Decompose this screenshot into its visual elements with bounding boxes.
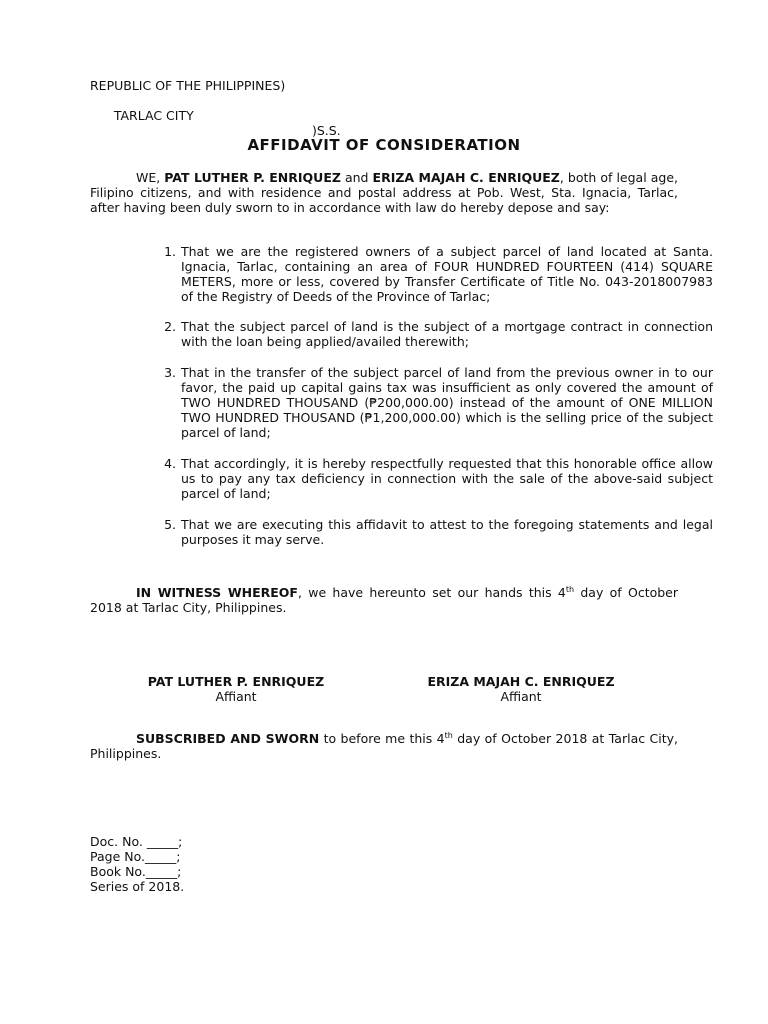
statement-list [145,244,713,547]
venue-republic: REPUBLIC OF THE PHILIPPINES) [90,78,286,93]
witness-text-end: day of October 2018 at Tarlac City, Philippines. [90,585,679,615]
intro-and: and [340,170,373,185]
statement-item: 1. That we are the registered owners of a subject parcel of land located at Santa. Ignacia, Tarlac, containing an area of FOUR HUNDRED FOURTEEN (414) SQUARE METERS, more or less, covered by Transfer Certificate of Title No. 043-2018007983 of the Registry of Deeds of the Province of Tarlac; [180,244,713,304]
jurat-lead: SUBSCRIBED AND SWORN [136,731,320,746]
series-year: Series of 2018. [90,879,185,894]
affiant-name-2: ERIZA MAJAH C. ENRIQUEZ [372,170,560,185]
signatory-name: PAT LUTHER P. ENRIQUEZ [147,674,325,689]
witness-paragraph [90,585,678,615]
jurat-text-end: day of October 2018 at Tarlac City, Philippines. [90,731,678,761]
jurat-ordinal: th [444,730,453,740]
venue-header [90,78,341,138]
document-title: AFFIDAVIT OF CONSIDERATION [247,136,521,154]
venue-city-line [90,93,341,138]
intro-paragraph [90,170,678,215]
doc-number: Doc. No. _____; [90,834,183,849]
statement-item: 2. That the subject parcel of land is the subject of a mortgage contract in connection with the loan being applied/availed therewith; [180,319,713,349]
jurat-text: to before me this 4 [319,731,445,746]
intro-rest: , both of legal age, Filipino citizens, and with residence and postal address at Pob. West, Sta. Ignacia, Tarlac, after having been duly sworn to in accordance with law do hereby depose and say: [90,170,678,215]
statement-item: 3. That in the transfer of the subject parcel of land from the previous owner in to our favor, the paid up capital gains tax was insufficient as only covered the amount of TWO HUNDRED THOUSAND (₱200,000.00) instead of the amount of ONE MILLION TWO HUNDRED THOUSAND (₱1,200,000.00) which is the selling price of the subject parcel of land; [180,365,713,440]
jurat-paragraph [90,731,678,761]
witness-text: , we have hereunto set our hands this 4 [297,585,566,600]
page-number: Page No._____; [90,849,181,864]
book-number: Book No._____; [90,864,182,879]
venue-city: TARLAC CITY [113,108,194,123]
signature-block-2 [405,674,637,704]
statement-item: 5. That we are executing this affidavit to attest to the foregoing statements and legal purposes it may serve. [180,517,713,547]
signature-block-1 [120,674,352,704]
affiant-name-1: PAT LUTHER P. ENRIQUEZ [164,170,341,185]
intro-we: WE, [136,170,165,185]
signatory-role: Affiant [215,689,257,704]
statement-item: 4. That accordingly, it is hereby respectfully requested that this honorable office allow us to pay any tax deficiency in connection with the sale of the above-said subject parcel of land; [180,456,713,501]
venue-ss: )S.S. [312,123,341,138]
notarial-register [90,834,184,894]
witness-lead: IN WITNESS WHEREOF [136,585,298,600]
witness-ordinal: th [565,584,575,594]
signatory-name: ERIZA MAJAH C. ENRIQUEZ [427,674,615,689]
signatory-role: Affiant [500,689,542,704]
